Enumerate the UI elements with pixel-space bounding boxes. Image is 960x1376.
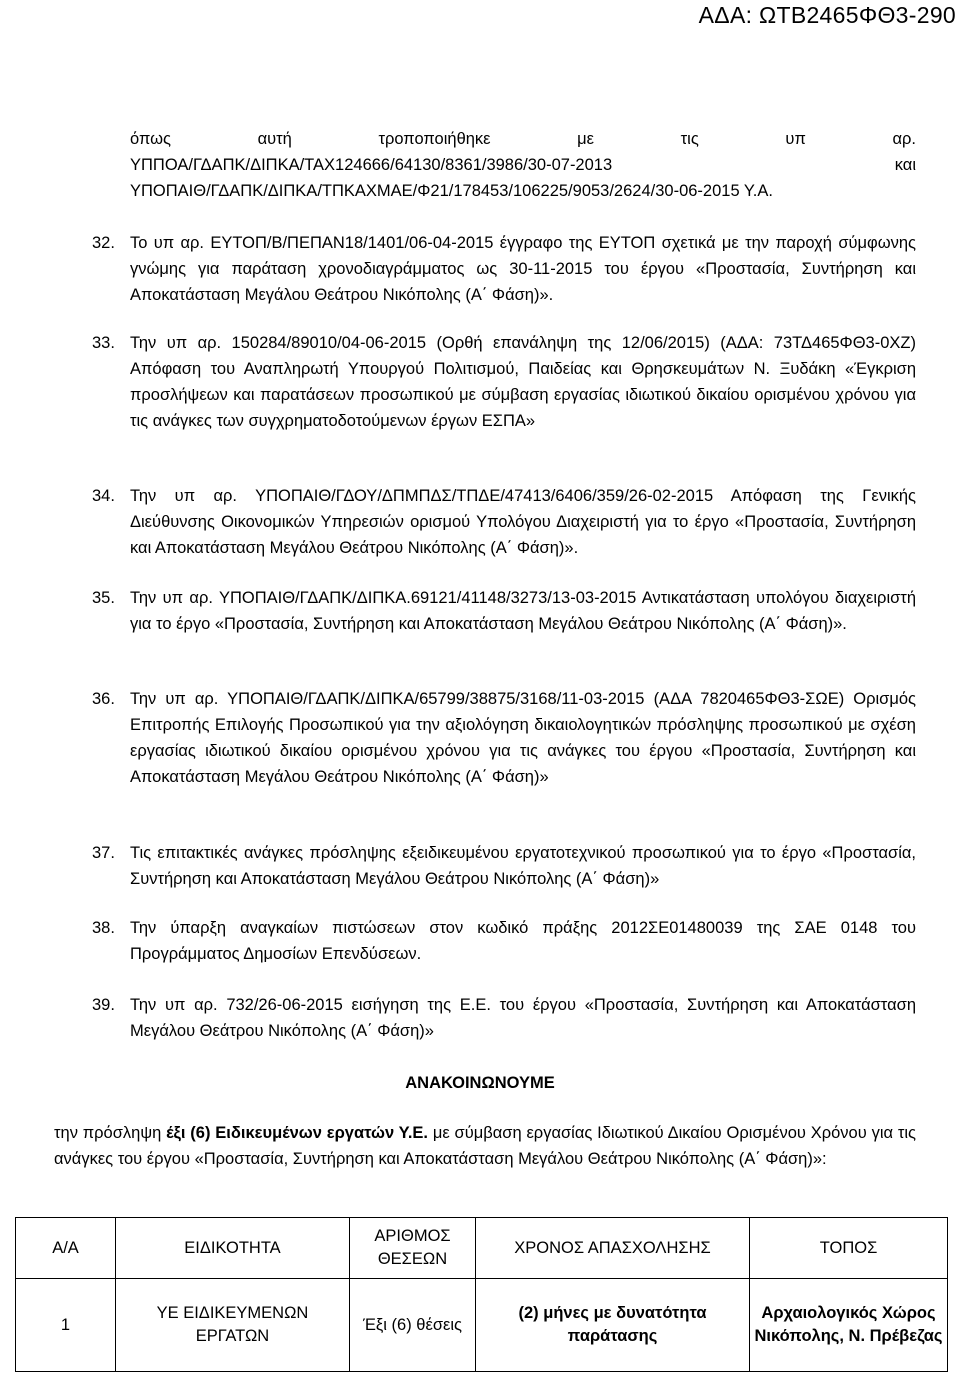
item-number: 39. bbox=[92, 996, 115, 1014]
item-number: 38. bbox=[92, 919, 115, 937]
continuation-line: ΥΠΟΠΑΙΘ/ΓΔΑΠΚ/ΔΙΠΚΑ/ΤΠΚΑΧΜΑΕ/Φ21/178453/106225/9053/2624/30-06-2015 Υ.Α. bbox=[130, 182, 773, 200]
continuation-line: ΥΠΠΟΑ/ΓΔΑΠΚ/ΔΙΠΚΑ/ΤΑΧ124666/64130/8361/3986/30-07-2013 και bbox=[130, 156, 916, 174]
cell-aa: 1 bbox=[16, 1279, 116, 1372]
list-item-39 bbox=[92, 992, 916, 1044]
list-item-38 bbox=[92, 915, 916, 967]
list-item-36 bbox=[92, 686, 916, 790]
cell-specialty: ΥΕ ΕΙΔΙΚΕΥΜΕΝΩΝ ΕΡΓΑΤΩΝ bbox=[116, 1279, 350, 1372]
cell-location: Αρχαιολογικός Χώρος Νικόπολης, Ν. Πρέβεζας bbox=[750, 1279, 948, 1372]
header-positions: ΑΡΙΘΜΟΣ ΘΕΣΕΩΝ bbox=[350, 1218, 476, 1279]
continuation-paragraph bbox=[130, 126, 916, 204]
table-header-row bbox=[16, 1218, 948, 1279]
header-specialty: ΕΙΔΙΚΟΤΗΤΑ bbox=[116, 1218, 350, 1279]
list-item-35 bbox=[92, 585, 916, 637]
item-text: Την υπ αρ. 150284/89010/04-06-2015 (Ορθή επανάληψη της 12/06/2015) (ΑΔΑ: 73ΤΔ465ΦΘ3-0ΧΖ) Απόφαση του Αναπληρωτή Υπουργού Πολιτισμού, Παιδείας και Θρησκευμάτων Ν. Ξυδάκη «Έγκριση προσλήψεων και παρατάσεων προσωπικού με σύμβαση εργασίας ιδιωτικού δικαίου ορισμένου χρόνου για τις ανάγκες των συγχρηματοδοτούμενων έργων ΕΣΠΑ» bbox=[130, 334, 916, 430]
cell-positions: Έξι (6) θέσεις bbox=[350, 1279, 476, 1372]
header-duration: ΧΡΟΝΟΣ ΑΠΑΣΧΟΛΗΣΗΣ bbox=[476, 1218, 750, 1279]
item-number: 32. bbox=[92, 234, 115, 252]
section-heading: ΑΝΑΚΟΙΝΩΝΟΥΜΕ bbox=[405, 1074, 555, 1092]
list-item-33 bbox=[92, 330, 916, 434]
item-text: Την υπ αρ. 732/26-06-2015 εισήγηση της Ε.Ε. του έργου «Προστασία, Συντήρηση και Αποκατάσταση Μεγάλου Θεάτρου Νικόπολης (Α΄ Φάση)» bbox=[130, 996, 916, 1040]
header-location: ΤΟΠΟΣ bbox=[750, 1218, 948, 1279]
announcement-suffix: με σύμβαση εργασίας Ιδιωτικού Δικαίου Ορισμένου Χρόνου για τις ανάγκες του έργου «Προστασία, Συντήρηση και Αποκατάσταση Μεγάλου Θεάτρου Νικόπολης (Α΄ Φάση)»: bbox=[54, 1124, 916, 1168]
item-number: 33. bbox=[92, 334, 115, 352]
item-number: 35. bbox=[92, 589, 115, 607]
item-number: 37. bbox=[92, 844, 115, 862]
item-number: 34. bbox=[92, 487, 115, 505]
table-row bbox=[16, 1279, 948, 1372]
announcement-bold: έξι (6) Ειδικευμένων εργατών Υ.Ε. bbox=[166, 1124, 429, 1142]
announcement-paragraph bbox=[54, 1120, 916, 1172]
item-text: Την υπ αρ. ΥΠΟΠΑΙΘ/ΓΔΟΥ/ΔΠΜΠΔΣ/ΤΠΔΕ/47413/6406/359/26-02-2015 Απόφαση της Γενικής Διεύθυνσης Οικονομικών Υπηρεσιών ορισμού Υπολόγου Διαχειριστή για το έργο «Προστασία, Συντήρηση και Αποκατάσταση Μεγάλου Θεάτρου Νικόπολης (Α΄ Φάση)». bbox=[130, 487, 916, 557]
list-item-37 bbox=[92, 840, 916, 892]
ada-code: ΑΔΑ: ΩΤΒ2465ΦΘ3-290 bbox=[698, 2, 956, 28]
item-text: Την υπ αρ. ΥΠΟΠΑΙΘ/ΓΔΑΠΚ/ΔΙΠΚΑ.69121/41148/3273/13-03-2015 Αντικατάσταση υπολόγου διαχειριστή για το έργο «Προστασία, Συντήρηση και Αποκατάσταση Μεγάλου Θεάτρου Νικόπολης (Α΄ Φάση)». bbox=[130, 589, 916, 633]
continuation-line: όπως αυτή τροποποιήθηκε με τις υπ αρ. bbox=[130, 130, 916, 148]
item-text: Την υπ αρ. ΥΠΟΠΑΙΘ/ΓΔΑΠΚ/ΔΙΠΚΑ/65799/38875/3168/11-03-2015 (ΑΔΑ 7820465ΦΘ3-ΣΩΕ) Ορισμός Επιτροπής Επιλογής Προσωπικού για την αξιολόγηση δικαιολογητικών πρόσληψης προσωπικού με σχέση εργασίας ιδιωτικού δικαίου ορισμένου χρόνου για τις ανάγκες του έργου «Προστασία, Συντήρηση και Αποκατάσταση Μεγάλου Θεάτρου Νικόπολης (Α΄ Φάση)» bbox=[130, 690, 916, 786]
header-aa: Α/Α bbox=[16, 1218, 116, 1279]
item-text: Τις επιτακτικές ανάγκες πρόσληψης εξειδικευμένου εργατοτεχνικού προσωπικού για το έργο «Προστασία, Συντήρηση και Αποκατάσταση Μεγάλου Θεάτρου Νικόπολης (Α΄ Φάση)» bbox=[130, 844, 916, 888]
item-text: Το υπ αρ. ΕΥΤΟΠ/Β/ΠΕΠΑΝ18/1401/06-04-2015 έγγραφο της ΕΥΤΟΠ σχετικά με την παροχή σύμφωνης γνώμης για παράταση χρονοδιαγράμματος ως 30-11-2015 του έργου «Προστασία, Συντήρηση και Αποκατάσταση Μεγάλου Θεάτρου Νικόπολης (Α΄ Φάση)». bbox=[130, 234, 916, 304]
announcement-prefix: την πρόσληψη bbox=[54, 1124, 167, 1142]
cell-duration: (2) μήνες με δυνατότητα παράτασης bbox=[476, 1279, 750, 1372]
list-item-34 bbox=[92, 483, 916, 561]
positions-table bbox=[15, 1217, 948, 1372]
item-text: Την ύπαρξη αναγκαίων πιστώσεων στον κωδικό πράξης 2012ΣΕ01480039 της ΣΑΕ 0148 του Προγράμματος Δημοσίων Επενδύσεων. bbox=[130, 919, 916, 963]
list-item-32 bbox=[92, 230, 916, 308]
item-number: 36. bbox=[92, 690, 115, 708]
